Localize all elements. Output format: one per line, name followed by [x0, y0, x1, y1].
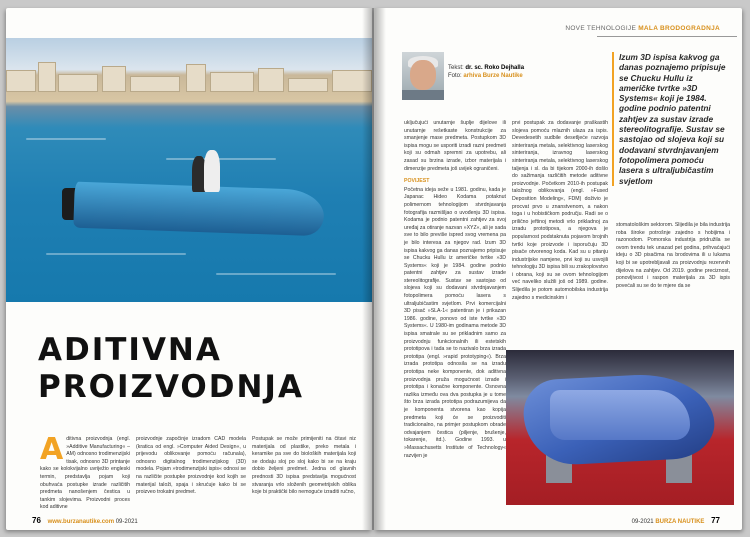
- photo-source: arhiva Burze Nautike: [463, 73, 523, 79]
- drop-cap: A: [40, 432, 64, 467]
- left-column-2: proizvodnje započinje izradom CAD modela (kratica od engl. »Computer Aided Design«, u prijevodu oblikovanje pomoću računala), odnosno digitalnog trodimenzijskog (3D) modela. Pojam »trodimenzijski ispis« odnosi se na različite postupke proizvodnje kod kojih se materijal taloži, spaja i skrućuje kako bi se proizveo trokatni predmet.: [136, 436, 246, 496]
- harbour-town: [6, 52, 372, 92]
- text-label: Tekst:: [448, 65, 464, 71]
- left-column-3: Postupak se može primijeniti na čitavi niz materijala od plastike, preko metala i keramike pa sve do bioloških materijala koji se dodaju sloj po sloj kako bi se na kraju dobio željeni predmet. Jedna od glavnih prednosti 3D ispisa predstavlja mogućnost stvaranja vrlo složenih geometrijskih oblika koje bi praktički bilo nemoguće izraditi ručno,: [252, 436, 356, 496]
- website-link[interactable]: www.burzanautike.com: [47, 519, 115, 525]
- author-name: dr. sc. Roko Dejhalla: [465, 65, 525, 71]
- article-title: [38, 332, 304, 406]
- right-column-3: stomatološkim sektorom. Slijedila je bila industrija roba široke potrošnje zajedno s hobijima i razonodom. Pomorska industrija pridružila se ovom trendu tek unazad pet godina, prihvaćajući ideju o 3D pisačima na brodovima ili u lukama koji bi se upotrebljavali za proizvodnju rezervnih dijelova na zahtjev. Od 2019. godine preciznost, ponovljivost i raspon materijala za 3D ispis povećali su se do te mjere da se: [616, 222, 730, 289]
- right-issue: 09-2021: [631, 519, 654, 525]
- subhead-history: POVIJEST: [404, 178, 430, 185]
- author-portrait: [402, 52, 444, 100]
- right-column-1: [404, 120, 506, 460]
- right-page-number: 77: [711, 516, 720, 525]
- seaside-boat-photo: [6, 38, 372, 302]
- boat-driver: [204, 150, 220, 192]
- 3d-printed-boat-hull-photo: [506, 350, 734, 505]
- left-folio: [32, 516, 138, 525]
- byline: [448, 64, 524, 80]
- section-prefix: NOVE TEHNOLOGIJE: [565, 25, 637, 32]
- brand-name: BURZA NAUTIKE: [655, 519, 705, 525]
- left-page-number: 76: [32, 516, 41, 525]
- left-column-1: [40, 432, 130, 512]
- right-folio: [632, 516, 720, 525]
- intro-text: uključujući unutarnje šuplje dijelove ili unutarnje rešetkaste konstrukcije za smanjenje mase predmeta. Postupkom 3D ispisa mogu se usporiti izradi razni predmeti koji su odmah spremni za upotrebu, ali zasad su brzina izrade, izbor materijala i dimenzije predmeta još uvijek ograničeni.: [404, 120, 506, 172]
- pull-quote: Izum 3D ispisa kakvog ga danas poznajemo pripisuje se Chucku Hullu iz američke tvrtke »3D Systems« koji je 1984. godine podnio patentni zahtjev za sustav izrade stereolitografije. Sustav se sastojao od slojeva koji su dodavani stvrdnjavanjem fotopolimera pomoću lasera s ultraljubičastim svjetlom: [612, 52, 730, 186]
- title-line-1: ADITIVNA: [38, 332, 222, 368]
- right-page: [374, 8, 742, 530]
- header-rule: [597, 36, 737, 37]
- photo-label: Foto:: [448, 73, 462, 79]
- right-column-2: prvi postupak za dodavanje praškastih slojeva pomoću mlaznih ulaza za ispis. Devedesetih sudbile desetljeće razvoja sinteriranja metala, selektivnog laserskog sinteriranja, izravnog laserskog sinteriranja metala, selektivnog laserskog taljenja i sl. da bi tijekom 2000-ih došlo do sažimanja različitih metode aditivne proizvodnje. Početkom 2010-ih postupak taložnog oblikovanja (engl. »Fused Deposition Modeling«, FDM) doživio je procvat prvo u znanstvenom, a nakon toga i u hobističkom području. Radi se o prilično jeftinoj metodi vrlo prikladnoj za izradu prototipova, a njegova je popularnost podstaknuta pojavom brojnih tvrtki koje proizvode i isporučuju 3D pisače otvorenog koda. Kad su u pitanju industrijske namjene, prvi koji su usvojili tehnologiju 3D ispisa bili su zrakoplovstvo i obrana, koji su se ovom tehnologijom već naveliko služili još od 1989. godine. Slijedila je potom automobilska industrija zajedno s medicinskim i: [512, 120, 608, 301]
- left-page: [6, 8, 372, 530]
- hull-interior: [550, 390, 690, 440]
- title-line-2: PROIZVODNJA: [38, 369, 304, 405]
- left-issue: 09-2021: [115, 519, 138, 525]
- section-highlight: MALA BRODOGRADNJA: [638, 25, 720, 32]
- section-header: [565, 25, 720, 32]
- history-text: Početna ideja seže u 1981. godinu, kada je Japanac Hideo Kodama potaknut polimernom tehnologijom stvrdnjavanja fotografija razmišljao o uvođenju 3D ispisa. Kodama je podnio patentni zahtjev za svoj uređaj za otiranje nazvan »XYZ«, ali je sada sve to bilo previše ispred svog vremena pa je bilo interesa za njegov rad. Izum 3D ispisa kakvog ga danas poznajemo pripisuje se Chucku Hullu iz američke tvrtke »3D Systems« koji je 1984. godine podnio patentni zahtjev za sustav izrade stereolitografije. Sustav se sastojao od slojeva koji su dodavani stvrdnjavanjem fotopolimera pomoću lasera s ultraljubičastim svjetlom. Prvi komercijalni 3D pisač »SLA-1« patentiran je i prikazan 1986. godine, ponovo od iste tvrtke »3D Systems«. U 1980-im godinama metode 3D ispisa smatrale su se prikladnim samo za proizvodnju funkcionalnih ili estetskih prototipova i tada se to nazivalo brza izrada prototipa (engl. »rapid prototyping«). Brza izrada prototipa odnosila se na izradu prototipa neke komponente, dok aditivna proizvodnja pruža mogućnost izrade i prototipa i konačne komponente. Osnovna razlika između ova dva postupka je u tome što brza izrada prototipa podrazumijeva da je komponenta stvorena kao kopija predmeta koji će se proizvoditi tradicionalno, na primjer postupkom obrade odvajanjem čestica (piljenje, brušenje, tokarenje, itd.). Godine 1993. u »Massachusetts Institute of Technology« razvijen je: [404, 186, 506, 459]
- left-col1-text: ditivna proizvodnja (engl. »Additive Manufacturing« – AM) odnosno trodimenzijski tisak, odnosno 3D printanje kako se kolokvijalno uvriježio engleski termin, predstavlja pojam koji obuhvaća postupke izrade različitih predmeta nanošenjem čestica u tankim slojevima. Proizvodni proces kod aditivne: [40, 436, 130, 511]
